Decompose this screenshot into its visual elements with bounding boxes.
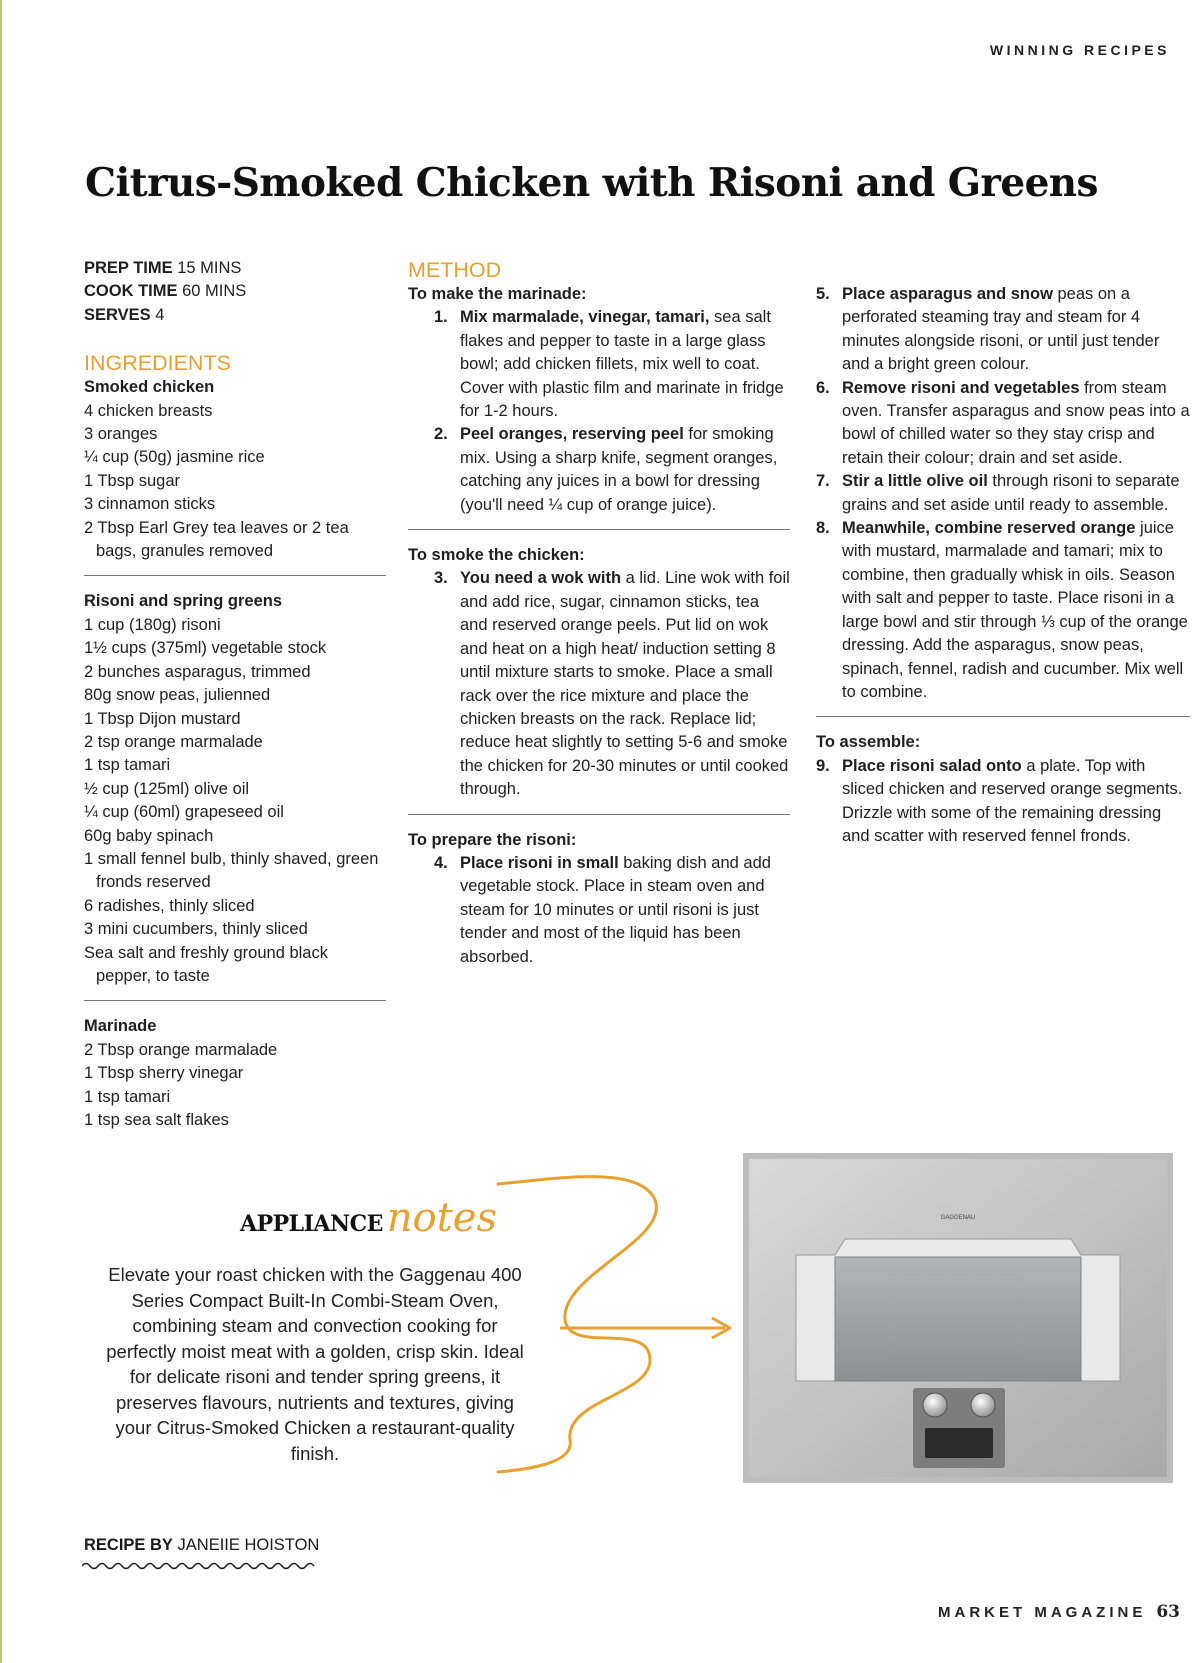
prep-label: PREP TIME (84, 259, 173, 277)
step-text: baking dish and add vegetable stock. Place in steam oven and steam for 10 minutes or until risoni is just tender and most of the liquid has been absorbed. (460, 853, 771, 966)
ingredient-item: 2 bunches asparagus, trimmed (84, 662, 311, 681)
method-heading: METHOD (408, 258, 502, 282)
step-text: sea salt flakes and pepper to taste in a large glass bowl; add chicken fillets, mix well to coat. Cover with plastic film and marinate in fridge for 1-2 hours. (460, 308, 784, 421)
step-lead: Meanwhile, combine reserved orange (842, 519, 1136, 538)
method-subheading: To prepare the risoni: (408, 830, 577, 849)
ingredients-heading: INGREDIENTS (84, 351, 231, 376)
ingredient-item: 1½ cups (375ml) vegetable stock (84, 639, 327, 658)
byline-label: RECIPE BY (84, 1536, 173, 1554)
step-number: 4. (434, 853, 448, 872)
oven-window (835, 1257, 1081, 1381)
step-lead: Remove risoni and vegetables (842, 378, 1080, 397)
ingredient-item: 3 mini cucumbers, thinly sliced (84, 920, 308, 939)
step-lead: Peel oranges, reserving peel (460, 425, 684, 444)
ingredient-item: 1 tsp tamari (84, 756, 171, 775)
cook-value: 60 MINS (182, 282, 247, 301)
oven-display (925, 1428, 993, 1458)
ingredient-item: 1 cup (180g) risoni (84, 615, 221, 634)
ingredient-item: ¼ cup (60ml) grapeseed oil (84, 803, 284, 822)
step-number: 5. (816, 285, 830, 303)
ingredient-group-title: Marinade (84, 1017, 157, 1036)
step-number: 8. (816, 519, 830, 538)
step-number: 3. (434, 569, 448, 588)
ingredient-item: 1 tsp tamari (84, 1087, 171, 1106)
step-number: 9. (816, 756, 830, 775)
ingredient-item: 3 oranges (84, 425, 158, 444)
step-text: juice with mustard, marmalade and tamari; mix to combine, then gradually whisk in oils. Season with salt and pepper to taste. Place risoni in a large bowl and stir through ⅓ cup of the orange dressing. Add the asparagus, snow peas, spinach, fennel, radish and cucumber. Mix well to combine. (842, 519, 1188, 701)
step-text: a lid. Line wok with foil and add rice, sugar, cinnamon sticks, tea and reserved orange peels. Put lid on wok and heat on a high heat/ induction setting 8 until mixture starts to smoke. Place a small rack over the rice mixture and place the chicken breasts on the rack. Replace lid; reduce heat slightly to setting 5-6 and smoke the chicken for 20-30 minutes or until cooked through. (460, 569, 790, 799)
oven-brand: GAGGENAU (940, 1215, 976, 1221)
notes-heading-script: notes (386, 1195, 497, 1241)
oven-knob-left (923, 1393, 947, 1417)
step-lead: Mix marmalade, vinegar, tamari, (460, 308, 710, 327)
serves-value: 4 (155, 305, 165, 324)
page-number: 63 (1156, 1602, 1180, 1622)
serves-label: SERVES (84, 305, 151, 324)
step-lead: Place risoni in small (460, 853, 619, 872)
step-lead: You need a wok with (460, 569, 622, 588)
step-lead: Place risoni salad onto (842, 756, 1022, 775)
ingredient-item: 80g snow peas, julienned (84, 686, 271, 705)
ingredient-item: 3 cinnamon sticks (84, 495, 216, 514)
ingredient-item: 1 tsp sea salt flakes (84, 1111, 229, 1129)
wavy-underline (82, 1561, 322, 1571)
step-number: 6. (816, 378, 830, 397)
cook-label: COOK TIME (84, 282, 178, 301)
oven-image (743, 1153, 1173, 1483)
notes-heading-word: APPLIANCE (240, 1211, 383, 1237)
ingredient-group-title: Risoni and spring greens (84, 592, 283, 611)
method-subheading: To smoke the chicken: (408, 546, 585, 565)
step-lead: Place asparagus and snow (842, 285, 1053, 303)
prep-value: 15 MINS (177, 259, 242, 277)
ingredient-item: 2 Tbsp orange marmalade (84, 1040, 278, 1059)
ingredient-item: 60g baby spinach (84, 826, 214, 845)
step-text: from steam oven. Transfer asparagus and snow peas into a bowl of chilled water so they stay crisp and retain their colour; drain and set aside. (842, 378, 1190, 467)
appliance-notes-heading (240, 1195, 497, 1241)
ingredient-item: Sea salt and freshly ground black pepper, to taste (84, 943, 328, 985)
step-number: 1. (434, 308, 448, 327)
ingredient-item: 1 Tbsp Dijon mustard (84, 709, 241, 728)
recipe-byline (84, 1536, 319, 1555)
ingredient-item: ½ cup (125ml) olive oil (84, 779, 250, 798)
method-subheading: To make the marinade: (408, 285, 587, 303)
ingredient-item: ¼ cup (50g) jasmine rice (84, 448, 265, 467)
step-text: peas on a perforated steaming tray and steam for 4 minutes alongside risoni, or until just tender and a bright green colour. (842, 285, 1160, 374)
method-subheading: To assemble: (816, 733, 921, 752)
step-lead: Stir a little olive oil (842, 472, 988, 491)
ingredient-item: 4 chicken breasts (84, 401, 213, 420)
section-kicker: WINNING RECIPES (989, 42, 1170, 58)
ingredient-item: 2 tsp orange marmalade (84, 732, 263, 751)
ingredient-item: 1 Tbsp sherry vinegar (84, 1064, 244, 1083)
byline-name: JANEIIE HOISTON (177, 1536, 320, 1554)
ingredient-item: 1 small fennel bulb, thinly shaved, green fronds reserved (84, 849, 379, 892)
ingredient-item: 6 radishes, thinly sliced (84, 896, 255, 915)
magazine-name: MARKET MAGAZINE (938, 1604, 1147, 1621)
step-text: for smoking mix. Using a sharp knife, segment oranges, catching any juices in a bowl for dressing (you'll need ¼ cup of orange juice). (460, 425, 778, 514)
step-text: through risoni to separate grains and set aside until ready to assemble. (842, 472, 1180, 514)
ingredient-group-title: Smoked chicken (84, 378, 215, 397)
ingredient-item: 1 Tbsp sugar (84, 471, 181, 490)
appliance-notes-body: Elevate your roast chicken with the Gaggenau 400 Series Compact Built-In Combi-Steam Oven, combining steam and convection cooking for perfectly moist meat with a golden, crisp skin. Ideal for delicate risoni and tender spring greens, it preserves flavours, nutrients and textures, giving your Citrus-Smoked Chicken a restaurant-quality finish. (106, 1264, 524, 1464)
oven-knob-right (971, 1393, 995, 1417)
recipe-title: Citrus-Smoked Chicken with Risoni and Greens (85, 160, 1098, 206)
page-footer (938, 1602, 1180, 1622)
step-number: 2. (434, 425, 448, 444)
step-number: 7. (816, 472, 830, 491)
step-text: a plate. Top with sliced chicken and reserved orange segments. Drizzle with some of the remaining dressing and scatter with reserved fennel fronds. (842, 756, 1183, 845)
ingredient-item: 2 Tbsp Earl Grey tea leaves or 2 tea bags, granules removed (84, 518, 349, 561)
